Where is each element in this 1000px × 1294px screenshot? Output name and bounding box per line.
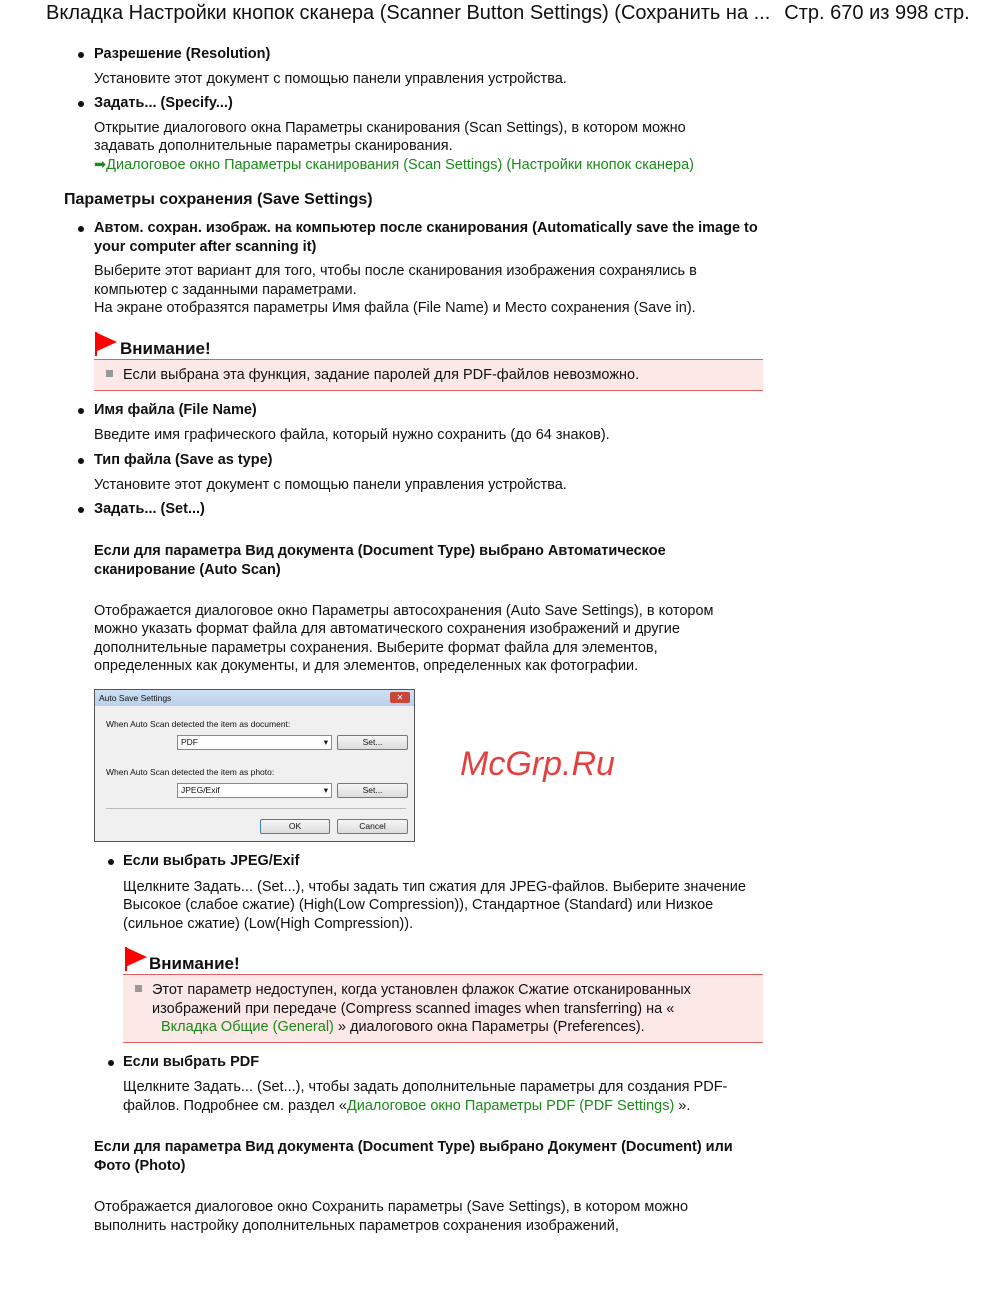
document-set-button[interactable]: Set... xyxy=(337,735,408,750)
paragraph: можно указать формат файла для автоматического сохранения изображений и другие xyxy=(94,621,680,637)
item-title: Тип файла (Save as type) xyxy=(94,452,273,468)
paragraph: выполнить настройку дополнительных параметров сохранения изображений, xyxy=(94,1218,619,1234)
item-title: your computer after scanning it) xyxy=(94,239,317,255)
item-text: компьютер с заданными параметрами. xyxy=(94,282,357,298)
square-bullet-icon xyxy=(135,985,142,992)
scan-settings-link[interactable] xyxy=(94,156,694,175)
bullet xyxy=(78,507,84,513)
item-text: задавать дополнительные параметры сканирования. xyxy=(94,138,453,154)
document-format-label: When Auto Scan detected the item as document: xyxy=(106,719,291,729)
bullet xyxy=(78,101,84,107)
text: файлов. Подробнее см. раздел « xyxy=(123,1098,347,1114)
item-text xyxy=(123,1097,690,1116)
warning-text: Этот параметр недоступен, когда установлен флажок Сжатие отсканированных xyxy=(152,982,691,998)
warning-title: Внимание! xyxy=(149,954,240,973)
document-format-select[interactable] xyxy=(177,735,332,750)
subheading: Если для параметра Вид документа (Document Type) выбрано Автоматическое xyxy=(94,543,666,559)
select-value: PDF xyxy=(181,737,198,747)
warning-flag-icon xyxy=(125,947,147,967)
square-bullet-icon xyxy=(106,370,113,377)
bullet xyxy=(78,226,84,232)
subheading: Фото (Photo) xyxy=(94,1158,186,1174)
item-title: Задать... (Set...) xyxy=(94,501,205,517)
paragraph: Отображается диалоговое окно Параметры автосохранения (Auto Save Settings), в котором xyxy=(94,603,714,619)
chevron-down-icon: ▾ xyxy=(323,785,328,795)
item-text: (сильное сжатие) (Low(High Compression)). xyxy=(123,916,414,932)
warning-title: Внимание! xyxy=(120,339,211,358)
item-title: Задать... (Specify...) xyxy=(94,95,233,111)
section-heading: Параметры сохранения (Save Settings) xyxy=(64,191,373,208)
warning-flag-icon xyxy=(95,332,117,352)
close-icon[interactable]: ✕ xyxy=(390,692,410,703)
paragraph: Отображается диалоговое окно Сохранить параметры (Save Settings), в котором можно xyxy=(94,1199,689,1215)
item-text: Введите имя графического файла, который нужно сохранить (до 64 знаков). xyxy=(94,427,610,443)
bullet xyxy=(78,52,84,58)
watermark: McGrp.Ru xyxy=(460,745,615,783)
item-title: Если выбрать PDF xyxy=(123,1054,260,1070)
paragraph: дополнительные параметры сохранения. Выберите формат файла для элементов, xyxy=(94,640,658,656)
warning-text: » диалогового окна Параметры (Preferences). xyxy=(333,1019,645,1036)
arrow-right-icon: ➡ xyxy=(94,157,107,173)
pdf-settings-link[interactable]: Диалоговое окно Параметры PDF (PDF Settings) xyxy=(346,1098,675,1114)
page-counter: Стр. 670 из 998 стр. xyxy=(784,2,970,24)
item-text: Выберите этот вариант для того, чтобы после сканирования изображения сохранялись в xyxy=(94,263,697,279)
link-text[interactable]: Диалоговое окно Параметры сканирования (Scan Settings) (Настройки кнопок сканера) xyxy=(106,157,695,173)
warning-text: изображений при передаче (Compress scanned images when transferring) на « xyxy=(152,1000,675,1017)
warning-text: Если выбрана эта функция, задание паролей для PDF-файлов невозможно. xyxy=(123,367,640,383)
ok-button[interactable]: OK xyxy=(260,819,330,834)
auto-save-settings-dialog xyxy=(94,689,415,842)
paragraph: определенных как документы, и для элементов, определенных как фотографии. xyxy=(94,658,639,674)
item-title: Имя файла (File Name) xyxy=(94,402,257,418)
bullet xyxy=(78,408,84,414)
cancel-button[interactable]: Cancel xyxy=(337,819,408,834)
item-text: Щелкните Задать... (Set...), чтобы задать дополнительные параметры для создания PDF- xyxy=(123,1079,728,1095)
bullet xyxy=(108,1060,114,1066)
item-text: Высокое (слабое сжатие) (High(Low Compression)), Стандартное (Standard) или Низкое xyxy=(123,897,714,913)
page-header xyxy=(46,2,970,25)
subheading: сканирование (Auto Scan) xyxy=(94,562,281,578)
text: ». xyxy=(674,1098,691,1114)
general-tab-link[interactable]: Вкладка Общие (General) xyxy=(161,1019,334,1036)
item-title: Если выбрать JPEG/Exif xyxy=(123,853,300,869)
photo-format-select[interactable] xyxy=(177,783,332,798)
item-text: На экране отобразятся параметры Имя файла (File Name) и Место сохранения (Save in). xyxy=(94,300,696,316)
item-text: Установите этот документ с помощью панели управления устройства. xyxy=(94,477,567,493)
dialog-titlebar: Auto Save Settings xyxy=(95,690,414,706)
bullet xyxy=(78,458,84,464)
flag-pole xyxy=(95,332,97,356)
item-text: Щелкните Задать... (Set...), чтобы задать тип сжатия для JPEG-файлов. Выберите значение xyxy=(123,879,746,895)
item-title: Разрешение (Resolution) xyxy=(94,46,271,62)
item-title: Автом. сохран. изображ. на компьютер после сканирования (Automatically save the image to xyxy=(94,220,758,236)
item-text: Установите этот документ с помощью панели управления устройства. xyxy=(94,71,567,87)
photo-set-button[interactable]: Set... xyxy=(337,783,408,798)
photo-format-label: When Auto Scan detected the item as photo: xyxy=(106,767,275,777)
select-value: JPEG/Exif xyxy=(181,785,220,795)
chevron-down-icon: ▾ xyxy=(323,737,328,747)
item-text: Открытие диалогового окна Параметры сканирования (Scan Settings), в котором можно xyxy=(94,120,686,136)
warning-box xyxy=(94,359,763,391)
subheading: Если для параметра Вид документа (Document Type) выбрано Документ (Document) или xyxy=(94,1139,733,1155)
warning-box xyxy=(123,974,763,1043)
bullet xyxy=(108,859,114,865)
divider xyxy=(106,808,406,809)
document-title: Вкладка Настройки кнопок сканера (Scanner Button Settings) (Сохранить на ... xyxy=(46,2,771,24)
flag-pole xyxy=(125,947,127,971)
